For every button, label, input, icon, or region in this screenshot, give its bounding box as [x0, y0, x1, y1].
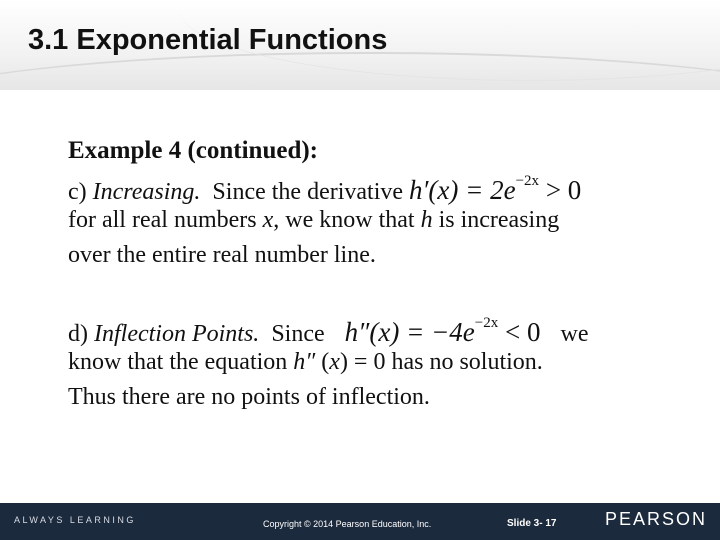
part-d-line-2 — [68, 345, 543, 380]
part-c-label: c) — [68, 179, 93, 205]
part-c-term: Increasing. — [92, 179, 201, 205]
part-d-text: ) = 0 has no solution. — [339, 349, 543, 375]
part-d-text: we — [560, 321, 589, 347]
footer-copyright: Copyright © 2014 Pearson Education, Inc. — [263, 519, 432, 529]
part-d-term: Inflection Points. — [94, 321, 260, 347]
derivative-formula — [409, 175, 581, 205]
formula-tail: > 0 — [539, 175, 582, 205]
slide-header — [0, 0, 720, 90]
formula-exponent: −2x — [474, 315, 499, 331]
part-d-line-3: Thus there are no points of inflection. — [68, 384, 430, 410]
variable-x: x — [262, 207, 274, 233]
part-d-label: d) — [68, 321, 94, 347]
slide-title: 3.1 Exponential Functions — [28, 24, 388, 56]
part-c-text: for all real numbers — [68, 207, 263, 233]
formula-tail: < 0 — [498, 317, 541, 347]
example-heading: Example 4 (continued): — [68, 137, 318, 164]
pearson-logo: PEARSON — [605, 509, 708, 529]
part-c-lead: Since the derivative — [200, 179, 410, 205]
second-derivative-formula — [345, 317, 541, 347]
part-c-text: , we know that — [273, 207, 421, 233]
part-c-text: is increasing — [432, 207, 560, 233]
part-d-lead: Since — [259, 321, 331, 347]
variable-h: h — [420, 207, 433, 233]
footer-tagline: ALWAYS LEARNING — [14, 515, 136, 525]
part-d-text: know that the equation — [68, 349, 294, 375]
part-d-text: ( — [315, 349, 330, 375]
variable-x: x — [329, 349, 340, 375]
formula-main: h″(x) = −4e — [344, 317, 475, 347]
slide-footer — [0, 503, 720, 540]
slide-number: Slide 3- 17 — [507, 518, 557, 529]
part-c-line-3: over the entire real number line. — [68, 242, 376, 268]
part-c-line-2 — [68, 203, 559, 238]
formula-main: h′(x) = 2e — [409, 175, 516, 205]
formula-exponent: −2x — [515, 173, 540, 189]
variable-h-double-prime: h″ — [293, 349, 316, 375]
